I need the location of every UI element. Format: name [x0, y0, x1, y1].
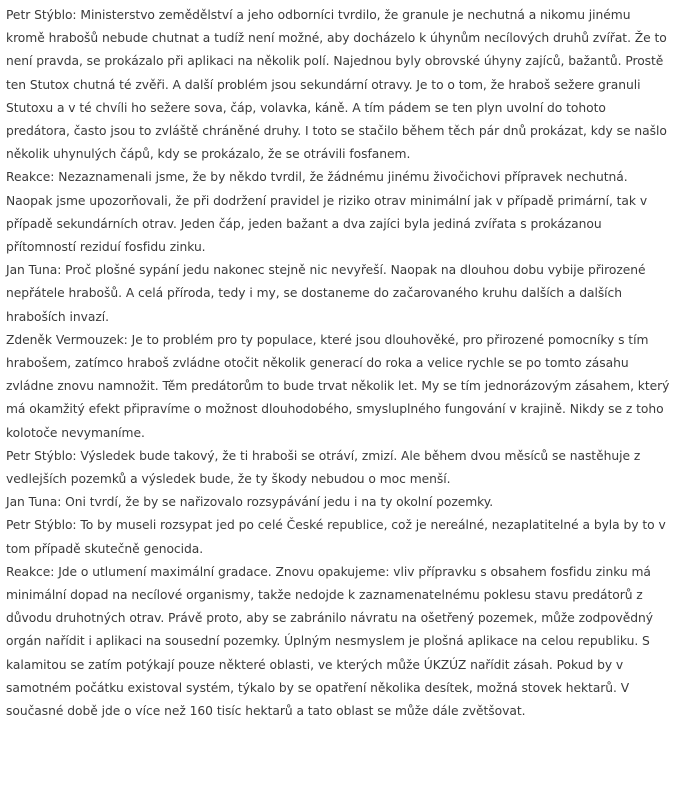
- paragraph-tuna-2: Jan Tuna: Oni tvrdí, že by se nařizovalo rozsypávání jedu i na ty okolní pozemky.: [6, 495, 494, 510]
- paragraph-tuna-1: Jan Tuna: Proč plošné sypání jedu nakonec stejně nic nevyřeší. Naopak na dlouhou dobu vybije přirozené nepřátele hrabošů. A celá příroda, tedy i my, se dostaneme do začarovaného kruhu dalších a dalších hraboších invazí.: [6, 263, 646, 324]
- paragraph-reakce-1: Reakce: Nezaznamenali jsme, že by někdo tvrdil, že žádnému jinému živočichovi přípravek nechutná. Naopak jsme upozorňovali, že při dodržení pravidel je riziko otrav minimální jak v případě primární, tak v případě sekundárních otrav. Jeden čáp, jeden bažant a dva zajíci byla jediná zvířata s prokázanou přítomností reziduí fosfidu zinku.: [6, 170, 648, 255]
- paragraph-stryblo-3: Petr Stýblo: To by museli rozsypat jed po celé České republice, což je nereálné, nezaplatitelné a byla by to v tom případě skutečně genocida.: [6, 518, 666, 556]
- paragraph-reakce-2: Reakce: Jde o utlumení maximální gradace. Znovu opakujeme: vliv přípravku s obsahem fosfidu zinku má minimální dopad na necílové organismy, takže nedojde k zaznamenatelnému poklesu stavu predátorů z důvodu druhotných otrav. Právě proto, aby se zabránilo návratu na ošetřený pozemek, může zodpovědný orgán nařídit i aplikaci na sousední pozemky. Úplným nesmyslem je plošná aplikace na celou republiku. S kalamitou se zatím potýkají pouze některé oblasti, ve kterých může ÚKZÚZ nařídit zásah. Pokud by v samotném počátku existoval systém, týkalo by se opatření několika desítek, možná stovek hektarů. V současné době jde o více než 160 tisíc hektarů a tato oblast se může dále zvětšovat.: [6, 564, 654, 719]
- paragraph-stryblo-2: Petr Stýblo: Výsledek bude takový, že ti hraboši se otráví, zmizí. Ale během dvou měsíců se nastěhuje z vedlejších pozemků a výsledek bude, že ty škody nebudou o moc menší.: [6, 448, 641, 487]
- paragraph-vermouzek-1: Zdeněk Vermouzek: Je to problém pro ty populace, které jsou dlouhověké, pro přirozené pomocníky s tím hrabošem, zatímco hraboš zvládne otočit několik generací do roka a velice rychle se po tomto zásahu zvládne znovu namnožit. Těm predátorům to bude trvat několik let. My se tím jednorázovým zásahem, který má okamžitý efekt připravíme o možnost dlouhodobého, smysluplného fungování v krajině. Nikdy se z toho kolotoče nevymaníme.: [6, 332, 670, 440]
- paragraph-stryblo-1: Petr Stýblo: Ministerstvo zemědělství a jeho odborníci tvrdilo, že granule je nechutná a nikomu jinému kromě hrabošů nebude chutnat a tudíž není možné, aby docházelo k úhynům necílových druhů zvířat. Že to není pravda, se prokázalo při aplikaci na několik polí. Najednou byly obrovské úhyny zajíců, bažantů. Prostě ten Stutox chutná té zvěři. A další problém jsou sekundární otravy. Je to o tom, že hraboš sežere granuli Stutoxu a v té chvíli ho sežere sova, čáp, volavka, káně. A tím pádem se ten plyn uvolní do tohoto predátora, často jsou to zvláště chráněné druhy. I toto se stačilo během těch pár dnů prokázat, kdy se našlo několik uhynulých čápů, kdy se prokázalo, že se otrávili fosfanem.: [6, 8, 667, 162]
